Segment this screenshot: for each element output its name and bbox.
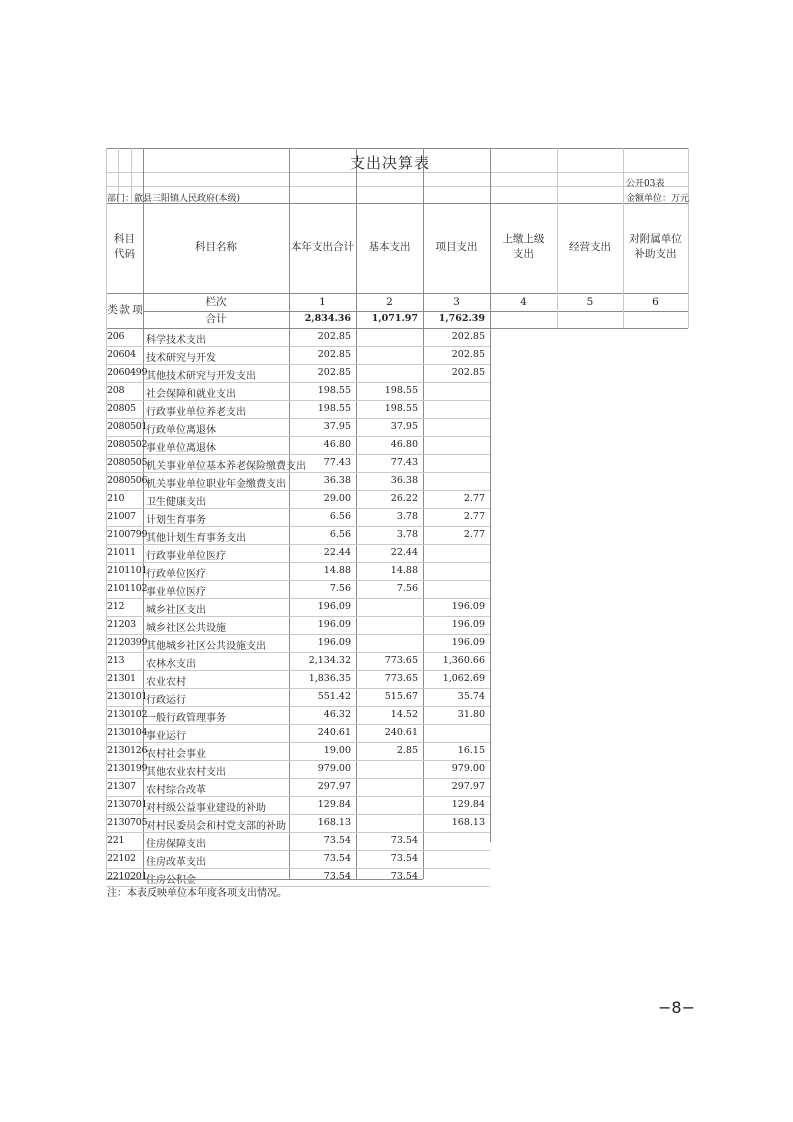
row-divider [106,796,490,797]
row-project: 129.84 [451,799,485,810]
row-code: 21301 [107,673,136,684]
row-basic: 198.55 [384,385,418,396]
row-total: 198.55 [317,403,351,414]
row-project: 35.74 [457,691,485,702]
row-total: 73.54 [323,835,351,846]
row-code: 2060499 [107,367,148,378]
row-code: 21011 [107,547,136,558]
row-code: 2101101 [107,565,148,576]
row-name: 住房保障支出 [146,839,206,850]
header-xiang: 项 [132,304,143,316]
row-divider [106,670,490,671]
row-name: 农林水支出 [146,659,196,670]
row-total: 46.32 [323,709,351,720]
row-code: 2080505 [107,457,148,468]
row-name: 计划生育事务 [146,515,206,526]
row-basic: 773.65 [384,673,418,684]
row-basic: 22.44 [390,547,418,558]
row-name: 社会保障和就业支出 [146,389,236,400]
row-basic: 26.22 [390,493,418,504]
total-divider [106,328,688,329]
row-project: 979.00 [451,763,485,774]
header-operation: 经营支出 [569,241,611,253]
row-code: 2130126 [107,745,148,756]
table-bottom-border [106,879,423,880]
total-label: 合计 [205,313,227,325]
row-project: 2.77 [463,493,485,504]
table-top-border [106,148,688,149]
row-total: 77.43 [323,457,351,468]
row-name: 卫生健康支出 [146,497,206,508]
row-total: 29.00 [323,493,351,504]
row-total: 6.56 [329,529,351,540]
row-code: 206 [107,331,125,342]
row-code: 2130101 [107,691,148,702]
row-total: 240.61 [317,727,351,738]
row-project: 196.09 [451,619,485,630]
row-total: 14.88 [323,565,351,576]
row-total: 979.00 [317,763,351,774]
header-basic: 基本支出 [368,241,411,253]
header-kuan: 款 [119,304,130,316]
row-name: 农村综合改革 [146,785,206,796]
row-name: 其他技术研究与开发支出 [146,371,256,382]
row-basic: 37.95 [390,421,418,432]
row-total: 37.95 [323,421,351,432]
row-name: 其他城乡社区公共设施支出 [146,641,266,652]
row-total: 168.13 [317,817,351,828]
row-total: 196.09 [317,637,351,648]
row-name: 住房改革支出 [146,857,206,868]
row-divider [106,472,490,473]
row-total: 196.09 [317,601,351,612]
row-project: 196.09 [451,637,485,648]
row-code: 2130705 [107,817,148,828]
table-title: 支出决算表 [349,154,430,172]
row-divider [106,400,490,401]
row-code: 20805 [107,403,136,414]
row-code: 2120399 [107,637,148,648]
row-name: 一般行政管理事务 [146,713,226,724]
header-subject-code: 科目 代码 [114,233,135,260]
row-total: 551.42 [317,691,351,702]
row-name: 行政单位离退休 [146,425,216,436]
row-divider [106,508,490,509]
row-name: 机关事业单位职业年金缴费支出 [146,479,286,490]
row-divider [106,186,688,187]
row-code: 212 [107,601,125,612]
row-basic: 14.88 [390,565,418,576]
row-divider [106,706,490,707]
row-basic: 46.80 [390,439,418,450]
row-name: 住房公积金 [146,875,196,886]
row-project: 1,062.69 [442,673,485,684]
row-basic: 73.54 [390,853,418,864]
header-total: 本年支出合计 [291,241,354,253]
row-name: 行政运行 [146,695,186,706]
row-total: 198.55 [317,385,351,396]
unit-label: 金额单位：万元 [626,194,690,204]
row-total: 19.00 [323,745,351,756]
row-divider [106,778,490,779]
row-divider [106,832,490,833]
row-divider [106,850,490,851]
row-project: 1,360.66 [442,655,485,666]
row-name: 城乡社区公共设施 [146,623,226,634]
row-total: 1,836.35 [308,673,351,684]
table-note: 注：本表反映单位本年度各项支出情况。 [107,888,287,899]
row-code: 2130104 [107,727,148,738]
row-divider [106,562,490,563]
lanci-label: 栏次 [205,296,227,308]
row-total: 73.54 [323,871,351,882]
row-basic: 36.38 [390,475,418,486]
header-project: 项目支出 [435,241,478,253]
row-divider [106,490,490,491]
row-name: 农业农村 [146,677,186,688]
row-project: 202.85 [451,331,485,342]
row-basic: 2.85 [396,745,418,756]
row-divider [106,868,490,869]
header-subsidy: 对附属单位 补助支出 [629,233,682,260]
col-line [688,148,689,328]
row-project: 202.85 [451,349,485,360]
row-code: 21007 [107,511,136,522]
row-code: 2080506 [107,475,148,486]
row-basic: 773.65 [384,655,418,666]
total-sum: 2,834.36 [304,313,351,324]
row-code: 2130701 [107,799,148,810]
row-code: 2130199 [107,763,148,774]
row-name: 行政单位医疗 [146,569,206,580]
row-name: 事业单位医疗 [146,587,206,598]
row-divider [106,652,490,653]
row-name: 城乡社区支出 [146,605,206,616]
row-total: 73.54 [323,853,351,864]
row-divider [106,688,490,689]
row-total: 297.97 [317,781,351,792]
row-name: 其他计划生育事务支出 [146,533,246,544]
header-subject-name: 科目名称 [195,241,237,253]
total-basic: 1,071.97 [371,313,418,324]
col-number: 5 [586,296,594,308]
row-divider [106,598,490,599]
row-code: 208 [107,385,125,396]
row-basic: 73.54 [390,871,418,882]
row-divider [106,724,490,725]
row-project: 2.77 [463,511,485,522]
row-basic: 73.54 [390,835,418,846]
row-basic: 3.78 [396,529,418,540]
col-number: 1 [319,296,326,308]
row-divider [106,544,490,545]
row-code: 2210201 [107,871,148,882]
row-divider [106,346,490,347]
row-code: 221 [107,835,125,846]
row-total: 202.85 [317,367,351,378]
row-basic: 14.52 [390,709,418,720]
row-name: 事业单位离退休 [146,443,216,454]
row-total: 2,134.32 [308,655,351,666]
row-basic: 240.61 [384,727,418,738]
row-name: 行政事业单位医疗 [146,551,226,562]
row-name: 对村级公益事业建设的补助 [146,803,266,814]
row-total: 36.38 [323,475,351,486]
row-divider [106,454,490,455]
col-number: 3 [453,296,460,308]
row-total: 22.44 [323,547,351,558]
form-number: 公开03表 [626,179,665,189]
row-project: 16.15 [457,745,485,756]
row-basic: 3.78 [396,511,418,522]
row-code: 213 [107,655,125,666]
row-divider [106,526,490,527]
row-project: 2.77 [463,529,485,540]
row-basic: 515.67 [384,691,418,702]
row-project: 31.80 [457,709,485,720]
department-label: 部门：歙县三阳镇人民政府(本级) [107,194,241,204]
row-divider [106,814,490,815]
row-basic: 198.55 [384,403,418,414]
row-code: 2101102 [107,583,148,594]
row-code: 210 [107,493,125,504]
col-number: 4 [520,296,527,308]
row-divider [106,418,490,419]
row-code: 2130102 [107,709,148,720]
row-divider [106,760,490,761]
row-total: 202.85 [317,349,351,360]
row-divider [106,436,490,437]
row-project: 196.09 [451,601,485,612]
col-number: 2 [386,296,393,308]
row-project: 202.85 [451,367,485,378]
row-divider [106,616,490,617]
row-name: 事业运行 [146,731,186,742]
row-code: 2100799 [107,529,148,540]
row-code: 2080502 [107,439,148,450]
header-divider [106,293,688,294]
row-name: 机关事业单位基本养老保险缴费支出 [146,461,306,472]
row-code: 21203 [107,619,136,630]
row-code: 20604 [107,349,136,360]
total-project: 1,762.39 [438,313,485,324]
row-name: 技术研究与开发 [146,353,216,364]
col-number: 6 [652,296,659,308]
row-name: 科学技术支出 [146,335,206,346]
row-name: 其他农业农村支出 [146,767,226,778]
row-divider [106,742,490,743]
row-name: 对村民委员会和村党支部的补助 [146,821,286,832]
row-divider [106,580,490,581]
row-code: 2080501 [107,421,148,432]
row-divider [106,382,490,383]
row-divider [106,364,490,365]
row-total: 7.56 [329,583,351,594]
row-divider [106,634,490,635]
page-number: −8− [658,998,695,1017]
row-name: 行政事业单位养老支出 [146,407,246,418]
header-lei: 类 [107,304,118,316]
header-remit: 上缴上级 支出 [502,233,545,260]
row-total: 46.80 [323,439,351,450]
row-total: 129.84 [317,799,351,810]
row-total: 6.56 [329,511,351,522]
row-code: 22102 [107,853,136,864]
row-project: 297.97 [451,781,485,792]
row-code: 21307 [107,781,136,792]
row-total: 202.85 [317,331,351,342]
row-total: 196.09 [317,619,351,630]
row-name: 农村社会事业 [146,749,206,760]
row-basic: 77.43 [390,457,418,468]
row-project: 168.13 [451,817,485,828]
row-basic: 7.56 [396,583,418,594]
